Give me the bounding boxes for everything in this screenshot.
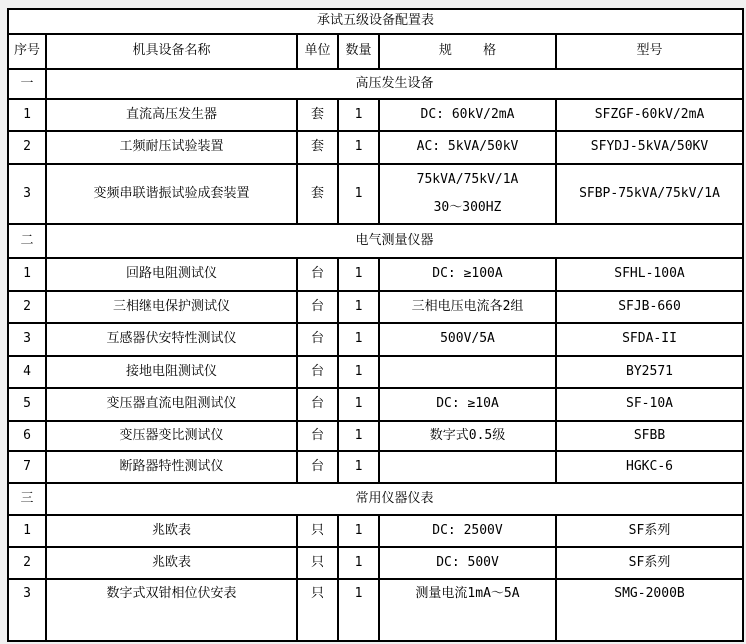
- col-header-spec: 规 格: [379, 34, 556, 69]
- spec: DC: 2500V: [379, 515, 556, 547]
- model: SFZGF-60kV/2mA: [556, 99, 743, 131]
- table-row: [8, 515, 743, 547]
- table-title-row: [8, 9, 743, 34]
- equipment-name: 工频耐压试验装置: [46, 131, 297, 164]
- section-index: 二: [8, 224, 46, 258]
- section-title: 高压发生设备: [46, 69, 743, 99]
- model: SF-10A: [556, 388, 743, 421]
- unit: 套: [297, 164, 338, 224]
- equipment-name: 三相继电保护测试仪: [46, 291, 297, 323]
- row-no: 3: [8, 323, 46, 356]
- unit: 套: [297, 99, 338, 131]
- page-title: 承试五级设备配置表: [8, 9, 743, 34]
- equipment-name: 直流高压发生器: [46, 99, 297, 131]
- equipment-table: [7, 8, 744, 642]
- spec: 数字式0.5级: [379, 421, 556, 451]
- quantity: 1: [338, 579, 379, 641]
- model: SF系列: [556, 515, 743, 547]
- model: SFDA-II: [556, 323, 743, 356]
- table-row: [8, 451, 743, 483]
- model: SFBB: [556, 421, 743, 451]
- row-no: 2: [8, 547, 46, 579]
- row-no: 2: [8, 131, 46, 164]
- table-row: [8, 421, 743, 451]
- table-row: [8, 547, 743, 579]
- row-no: 1: [8, 515, 46, 547]
- equipment-name: 断路器特性测试仪: [46, 451, 297, 483]
- quantity: 1: [338, 421, 379, 451]
- unit: 只: [297, 579, 338, 641]
- row-no: 3: [8, 579, 46, 641]
- spec: 三相电压电流各2组: [379, 291, 556, 323]
- quantity: 1: [338, 323, 379, 356]
- row-no: 2: [8, 291, 46, 323]
- table-row: [8, 388, 743, 421]
- quantity: 1: [338, 99, 379, 131]
- spec: 测量电流1mA～5A: [379, 579, 556, 641]
- model: SMG-2000B: [556, 579, 743, 641]
- row-no: 4: [8, 356, 46, 388]
- spec: DC: 500V: [379, 547, 556, 579]
- table-row: [8, 291, 743, 323]
- table-row: [8, 164, 743, 224]
- col-header-no: 序号: [8, 34, 46, 69]
- table-header-row: [8, 34, 743, 69]
- spec: DC: ≥100A: [379, 258, 556, 291]
- equipment-name: 变频串联谐振试验成套装置: [46, 164, 297, 224]
- spec-line-1: 75kVA/75kV/1A: [416, 172, 519, 187]
- equipment-name: 兆欧表: [46, 547, 297, 579]
- table-row: [8, 131, 743, 164]
- equipment-name: 变压器直流电阻测试仪: [46, 388, 297, 421]
- quantity: 1: [338, 356, 379, 388]
- unit: 套: [297, 131, 338, 164]
- quantity: 1: [338, 258, 379, 291]
- model: SFYDJ-5kVA/50KV: [556, 131, 743, 164]
- unit: 台: [297, 451, 338, 483]
- spec: AC: 5kVA/50kV: [379, 131, 556, 164]
- section-index: 一: [8, 69, 46, 99]
- row-no: 1: [8, 99, 46, 131]
- equipment-name: 回路电阻测试仪: [46, 258, 297, 291]
- model: HGKC-6: [556, 451, 743, 483]
- equipment-name: 变压器变比测试仪: [46, 421, 297, 451]
- unit: 台: [297, 258, 338, 291]
- quantity: 1: [338, 515, 379, 547]
- equipment-name: 数字式双钳相位伏安表: [46, 579, 297, 641]
- col-header-name: 机具设备名称: [46, 34, 297, 69]
- model: SFBP-75kVA/75kV/1A: [556, 164, 743, 224]
- section-title: 电气测量仪器: [46, 224, 743, 258]
- col-header-unit: 单位: [297, 34, 338, 69]
- quantity: 1: [338, 164, 379, 224]
- equipment-name: 兆欧表: [46, 515, 297, 547]
- quantity: 1: [338, 291, 379, 323]
- col-header-model: 型号: [556, 34, 743, 69]
- equipment-name: 互感器伏安特性测试仪: [46, 323, 297, 356]
- unit: 台: [297, 323, 338, 356]
- unit: 只: [297, 515, 338, 547]
- quantity: 1: [338, 388, 379, 421]
- row-no: 6: [8, 421, 46, 451]
- model: BY2571: [556, 356, 743, 388]
- row-no: 1: [8, 258, 46, 291]
- spec-line-2: 30～300HZ: [433, 200, 502, 215]
- spec: DC: 60kV/2mA: [379, 99, 556, 131]
- row-no: 5: [8, 388, 46, 421]
- equipment-name: 接地电阻测试仪: [46, 356, 297, 388]
- spec: DC: ≥10A: [379, 388, 556, 421]
- unit: 台: [297, 388, 338, 421]
- spec: [379, 451, 556, 483]
- table-row: [8, 258, 743, 291]
- section-row-3: [8, 483, 743, 515]
- quantity: 1: [338, 131, 379, 164]
- spec: [379, 356, 556, 388]
- row-no: 7: [8, 451, 46, 483]
- section-title: 常用仪器仪表: [46, 483, 743, 515]
- unit: 只: [297, 547, 338, 579]
- col-header-qty: 数量: [338, 34, 379, 69]
- spec: [379, 164, 556, 224]
- unit: 台: [297, 421, 338, 451]
- section-row-2: [8, 224, 743, 258]
- table-row: [8, 323, 743, 356]
- quantity: 1: [338, 547, 379, 579]
- unit: 台: [297, 356, 338, 388]
- model: SFHL-100A: [556, 258, 743, 291]
- quantity: 1: [338, 451, 379, 483]
- table-row: [8, 579, 743, 641]
- unit: 台: [297, 291, 338, 323]
- table-row: [8, 356, 743, 388]
- model: SFJB-660: [556, 291, 743, 323]
- spec: 500V/5A: [379, 323, 556, 356]
- section-index: 三: [8, 483, 46, 515]
- section-row-1: [8, 69, 743, 99]
- table-row: [8, 99, 743, 131]
- model: SF系列: [556, 547, 743, 579]
- row-no: 3: [8, 164, 46, 224]
